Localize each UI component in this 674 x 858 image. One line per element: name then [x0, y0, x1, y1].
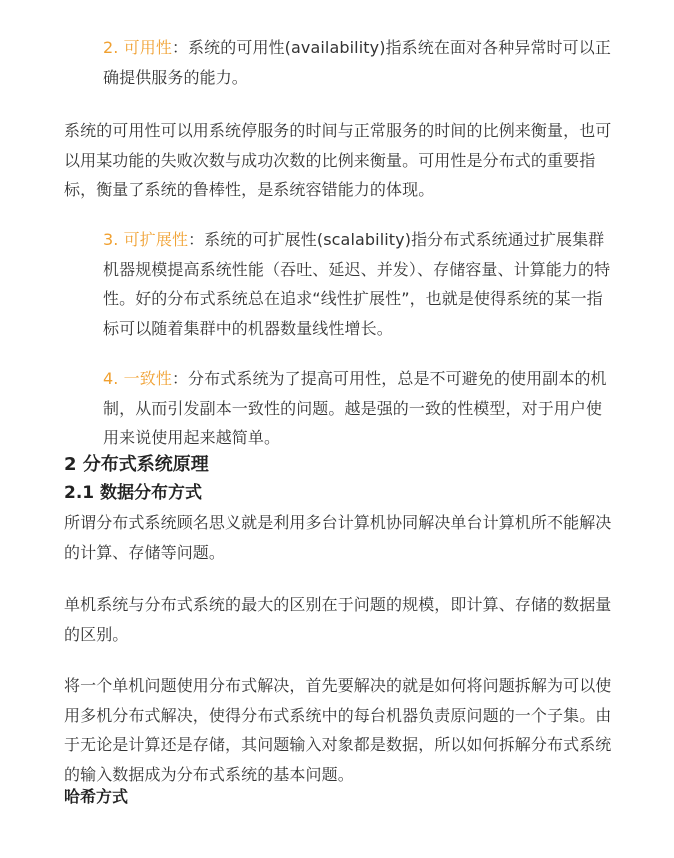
- hash-method-heading: 哈希方式: [64, 787, 129, 806]
- consistency-term: 4. 一致性: [103, 369, 172, 388]
- paragraph-distributed-definition: 所谓分布式系统顾名思义就是利用多台计算机协同解决单台计算机所不能解决的计算、存储等问题。: [64, 513, 612, 562]
- availability-description: ：系统的可用性(availability)指系统在面对各种异常时可以正确提供服务的能力。: [103, 38, 611, 87]
- subsection-heading: 2.1 数据分布方式: [64, 483, 203, 503]
- paragraph-single-vs-distributed: 单机系统与分布式系统的最大的区别在于问题的规模，即计算、存储的数据量的区别。: [64, 595, 612, 644]
- scalability-item: [103, 225, 613, 343]
- availability-note: 系统的可用性可以用系统停服务的时间与正常服务的时间的比例来衡量，也可以用某功能的失败次数与成功次数的比例来衡量。可用性是分布式的重要指标，衡量了系统的鲁棒性，是系统容错能力的体现。: [64, 121, 612, 199]
- availability-item: [103, 33, 613, 92]
- scalability-term: 3. 可扩展性: [103, 230, 189, 249]
- availability-term: 2. 可用性: [103, 38, 172, 57]
- section-heading: 2 分布式系统原理: [64, 454, 209, 475]
- paragraph-problem-decomposition: 将一个单机问题使用分布式解决，首先要解决的就是如何将问题拆解为可以使用多机分布式解决，使得分布式系统中的每台机器负责原问题的一个子集。由于无论是计算还是存储，其问题输入对象都是数据，所以如何拆解分布式系统的输入数据成为分布式系统的基本问题。: [64, 676, 612, 784]
- scalability-description: ：系统的可扩展性(scalability)指分布式系统通过扩展集群机器规模提高系统性能（吞吐、延迟、并发）、存储容量、计算能力的特性。好的分布式系统总在追求“线性扩展性”，也就是使得系统的某一指标可以随着集群中的机器数量线性增长。: [103, 230, 611, 338]
- consistency-description: ：分布式系统为了提高可用性，总是不可避免的使用副本的机制，从而引发副本一致性的问题。越是强的一致的性模型，对于用户使用来说使用起来越简单。: [103, 369, 607, 447]
- consistency-item: [103, 364, 613, 453]
